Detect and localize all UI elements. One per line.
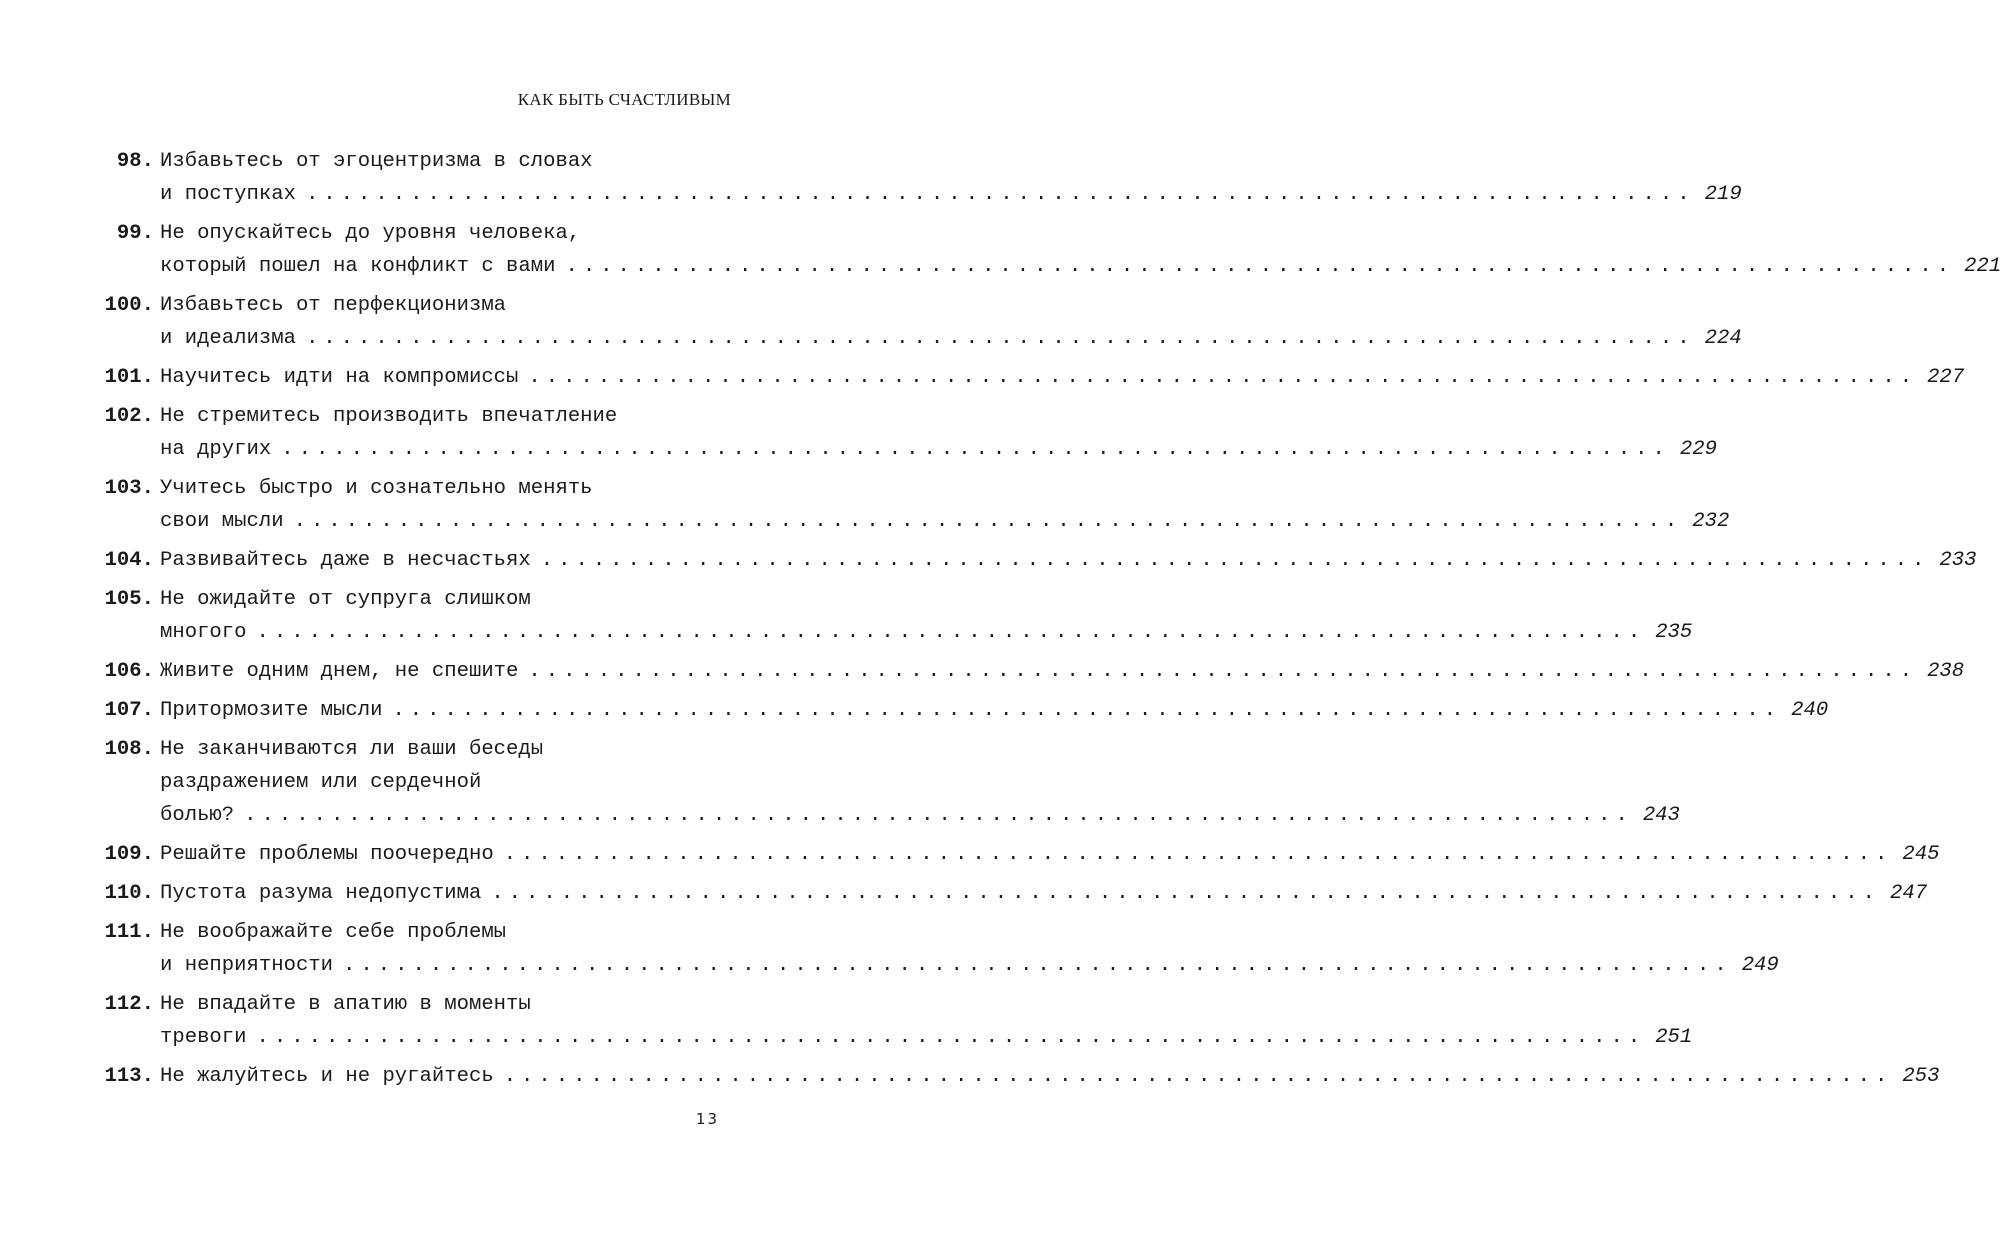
toc-entry-final-line <box>160 838 1940 871</box>
toc-entry-title-line: Научитесь идти на компромиссы <box>160 366 519 389</box>
toc-entry-final-line <box>160 694 1829 727</box>
dot-leader: ................................................................................ <box>503 843 1893 866</box>
toc-entry-number: 108. <box>104 738 154 761</box>
toc-entry-final-line <box>160 544 1977 577</box>
toc-entry-title-line: и поступках <box>160 183 296 206</box>
toc-entry <box>96 694 1829 727</box>
toc-entry-page: 221 <box>1964 255 2001 278</box>
toc-entry <box>96 145 1742 211</box>
toc-entry-page: 243 <box>1642 804 1680 827</box>
toc-entry-final-line <box>160 322 1742 355</box>
toc-entry-title-line: Не стремитесь производить впечатление <box>160 405 618 428</box>
toc-entry-number: 106. <box>104 660 154 683</box>
dot-leader: ................................................................................ <box>565 255 1955 278</box>
dot-leader: ................................................................................ <box>244 804 1633 827</box>
toc-entry-final-line <box>160 178 1742 211</box>
toc-entry-title-line: болью? <box>160 804 235 827</box>
toc-entry-title-line: Не опускайтесь до уровня человека, <box>160 222 581 245</box>
toc-entry-page: 235 <box>1655 621 1693 644</box>
toc-entry-title-line: Избавьтесь от эгоцентризма в словах <box>160 150 593 173</box>
toc-entry-number: 112. <box>104 993 154 1016</box>
toc-entry-number: 103. <box>104 477 154 500</box>
toc-entry-final-line <box>160 799 1680 832</box>
toc-entry-number: 109. <box>104 843 154 866</box>
toc-entry-number: 102. <box>104 405 154 428</box>
toc-entry-number: 111. <box>104 921 154 944</box>
toc-entry-number: 105. <box>104 588 154 611</box>
toc-entry-title-line: Решайте проблемы поочередно <box>160 843 494 866</box>
dot-leader: ................................................................................ <box>392 699 1782 722</box>
running-head: КАК БЫТЬ СЧАСТЛИВЫМ <box>517 90 731 109</box>
toc-entry-final-line <box>160 655 1965 688</box>
toc-entry-title-line: Не заканчиваются ли ваши беседы <box>160 738 544 761</box>
toc-entry <box>96 1060 1940 1093</box>
toc-entry <box>96 544 1977 577</box>
toc-entry-final-line <box>160 361 1965 394</box>
toc-entry-page: 251 <box>1655 1026 1693 1049</box>
table-of-contents <box>96 145 2001 1099</box>
toc-entry-title-line: на других <box>160 438 272 461</box>
toc-entry-number: 113. <box>104 1065 154 1088</box>
toc-entry-page: 227 <box>1927 366 1965 389</box>
toc-entry-final-line <box>160 1060 1940 1093</box>
toc-entry-title-line: Притормозите мысли <box>160 699 383 722</box>
toc-entry <box>96 655 1965 688</box>
toc-entry-final-line <box>160 949 1779 982</box>
toc-entry-final-line <box>160 616 1693 649</box>
toc-entry-number: 104. <box>104 549 154 572</box>
page-number: 13 <box>695 1110 719 1128</box>
toc-entry-number: 107. <box>104 699 154 722</box>
toc-entry-number: 99. <box>116 222 154 245</box>
toc-entry-title-line: многого <box>160 621 247 644</box>
toc-entry-title-line: Не впадайте в апатию в моменты <box>160 993 531 1016</box>
toc-entry <box>96 877 1928 910</box>
toc-entry-title-line: и неприятности <box>160 954 334 977</box>
toc-entry-final-line <box>160 250 2001 283</box>
toc-entry <box>96 916 1779 982</box>
dot-leader: ................................................................................ <box>540 549 1930 572</box>
toc-entry <box>96 217 2001 283</box>
toc-entry-page: 229 <box>1679 438 1717 461</box>
toc-entry <box>96 400 1717 466</box>
toc-entry-page: 253 <box>1902 1065 1940 1088</box>
dot-leader: ................................................................................ <box>293 510 1683 533</box>
toc-entry-page: 232 <box>1692 510 1730 533</box>
toc-entry <box>96 583 1693 649</box>
toc-entry-final-line <box>160 505 1730 538</box>
toc-entry-page: 224 <box>1704 327 1742 350</box>
toc-entry-title-line: который пошел на конфликт с вами <box>160 255 556 278</box>
toc-entry-number: 98. <box>116 150 154 173</box>
toc-entry <box>96 289 1742 355</box>
toc-entry <box>96 988 1693 1054</box>
toc-entry-title-line: Пустота разума недопустима <box>160 882 482 905</box>
toc-entry-title-line: Не ожидайте от супруга слишком <box>160 588 531 611</box>
toc-entry-final-line <box>160 1021 1693 1054</box>
toc-entry-page: 245 <box>1902 843 1940 866</box>
toc-entry <box>96 361 1965 394</box>
toc-entry-title-line: Избавьтесь от перфекционизма <box>160 294 507 317</box>
dot-leader: ................................................................................ <box>343 954 1732 977</box>
toc-entry-number: 110. <box>104 882 154 905</box>
toc-entry-page: 238 <box>1927 660 1965 683</box>
dot-leader: ................................................................................ <box>528 660 1918 683</box>
toc-entry-number: 100. <box>104 294 154 317</box>
toc-entry <box>96 733 1680 832</box>
toc-entry <box>96 838 1940 871</box>
toc-entry-title-line: раздражением или сердечной <box>160 771 482 794</box>
toc-entry-title-line: Учитесь быстро и сознательно менять <box>160 477 593 500</box>
dot-leader: ................................................................................ <box>281 438 1670 461</box>
toc-entry-title-line: Не воображайте себе проблемы <box>160 921 507 944</box>
toc-entry-title-line: свои мысли <box>160 510 284 533</box>
dot-leader: ................................................................................ <box>305 183 1695 206</box>
toc-entry-title-line: Развивайтесь даже в несчастьях <box>160 549 531 572</box>
toc-entry-final-line <box>160 877 1928 910</box>
toc-entry-page: 219 <box>1704 183 1742 206</box>
toc-entry-page: 249 <box>1741 954 1779 977</box>
toc-entry-title-line: и идеализма <box>160 327 296 350</box>
toc-entry-final-line <box>160 433 1717 466</box>
toc-entry-title-line: Живите одним днем, не спешите <box>160 660 519 683</box>
dot-leader: ................................................................................ <box>256 1026 1646 1049</box>
toc-entry-page: 240 <box>1791 699 1829 722</box>
dot-leader: ................................................................................ <box>256 621 1646 644</box>
toc-entry <box>96 472 1730 538</box>
toc-entry-title-line: тревоги <box>160 1026 247 1049</box>
dot-leader: ................................................................................ <box>528 366 1918 389</box>
dot-leader: ................................................................................ <box>305 327 1695 350</box>
toc-entry-page: 247 <box>1890 882 1928 905</box>
toc-entry-number: 101. <box>104 366 154 389</box>
dot-leader: ................................................................................ <box>491 882 1880 905</box>
toc-entry-title-line: Не жалуйтесь и не ругайтесь <box>160 1065 494 1088</box>
toc-entry-page: 233 <box>1939 549 1977 572</box>
dot-leader: ................................................................................ <box>503 1065 1893 1088</box>
